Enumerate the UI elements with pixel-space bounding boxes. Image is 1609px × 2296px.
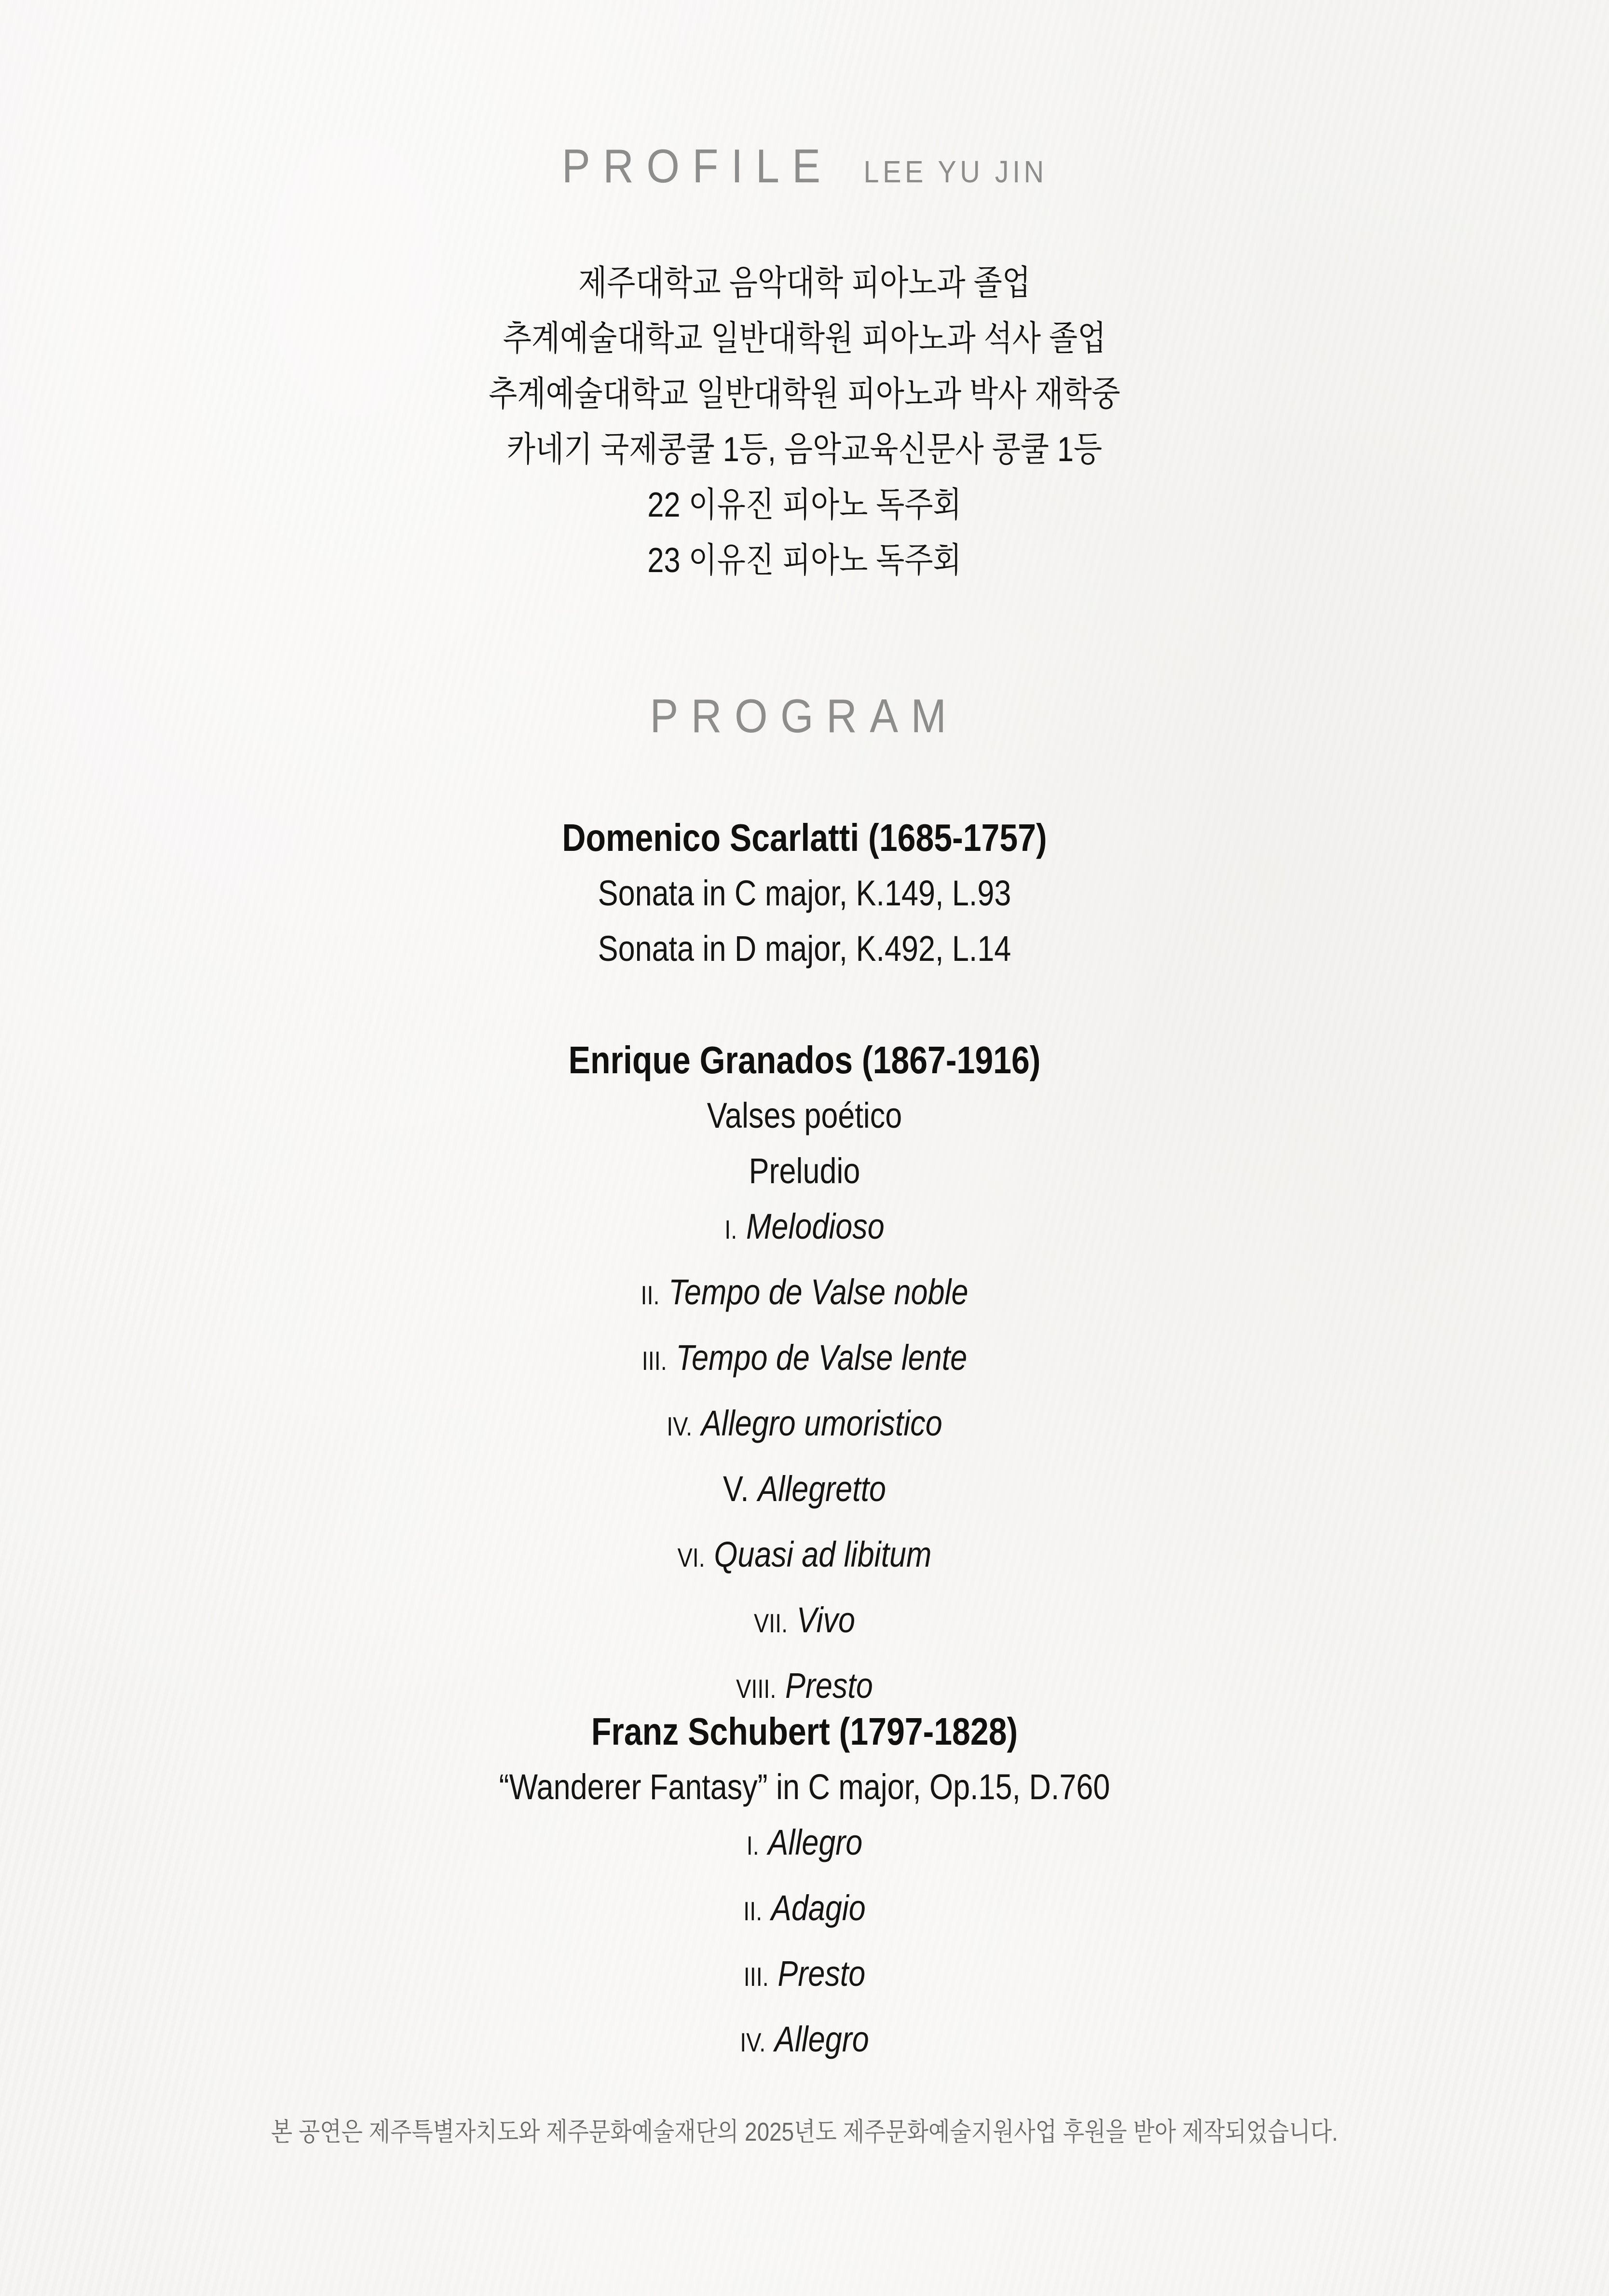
program-section-schubert xyxy=(0,1704,1609,2077)
movement-name: Allegro xyxy=(774,2019,869,2059)
movement-numeral: VII. xyxy=(753,1608,788,1638)
movement-name: Adagio xyxy=(771,1888,866,1928)
movement-numeral: II. xyxy=(743,1896,763,1926)
movement-line xyxy=(121,1199,1488,1264)
movement-name: Tempo de Valse noble xyxy=(668,1272,968,1312)
piece-title: “Wanderer Fantasy” in C major, Op.15, D.760 xyxy=(499,1767,1110,1807)
movement-name: Presto xyxy=(785,1666,873,1706)
bio-line-2: 추계예술대학교 일반대학원 피아노과 석사 졸업 xyxy=(503,319,1106,358)
movement-numeral: V. xyxy=(723,1469,749,1509)
movement-name: Vivo xyxy=(796,1600,856,1640)
profile-header-inner xyxy=(562,139,1048,193)
movement-numeral: IV. xyxy=(740,2027,766,2057)
movement-line xyxy=(121,1461,1488,1527)
piece-title: Sonata in D major, K.492, L.14 xyxy=(598,929,1011,969)
movement-line xyxy=(121,1880,1488,1946)
profile-header xyxy=(0,139,1609,193)
movement-numeral: II. xyxy=(641,1280,660,1310)
movement-line xyxy=(121,1330,1488,1395)
movement-name: Quasi ad libitum xyxy=(714,1534,932,1574)
movement-name: Melodioso xyxy=(746,1206,885,1246)
piece-title: Sonata in C major, K.149, L.93 xyxy=(598,873,1011,913)
movement-numeral: III. xyxy=(641,1346,667,1376)
profile-title: PROFILE xyxy=(561,139,833,192)
profile-bio xyxy=(0,256,1609,588)
movement-name: Allegro umoristico xyxy=(701,1403,942,1443)
composer-name: Enrique Granados (1867-1916) xyxy=(568,1039,1041,1081)
movement-line xyxy=(121,2011,1488,2077)
movement-line xyxy=(121,1527,1488,1592)
bio-line-3: 추계예술대학교 일반대학원 피아노과 박사 재학중 xyxy=(489,375,1120,413)
movement-numeral: I. xyxy=(746,1831,759,1860)
movement-line xyxy=(121,1815,1488,1880)
movement-line xyxy=(121,1395,1488,1461)
bio-line-6: 23 이유진 피아노 독주회 xyxy=(647,541,962,580)
movement-line xyxy=(121,1592,1488,1658)
program-title: PROGRAM xyxy=(650,689,959,742)
bio-line-4: 카네기 국제콩쿨 1등, 음악교육신문사 콩쿨 1등 xyxy=(506,430,1103,469)
movement-numeral: VI. xyxy=(677,1543,705,1572)
bio-line-1: 제주대학교 음악대학 피아노과 졸업 xyxy=(578,264,1031,302)
movement-name: Presto xyxy=(777,1954,866,1994)
movement-numeral: III. xyxy=(743,1962,769,1992)
movement-line xyxy=(121,1946,1488,2011)
bio-line-5: 22 이유진 피아노 독주회 xyxy=(647,486,962,524)
movement-numeral: I. xyxy=(724,1215,737,1244)
composer-name: Franz Schubert (1797-1828) xyxy=(591,1710,1018,1753)
piece-title: Preludio xyxy=(749,1151,860,1191)
performer-name: LEE YU JIN xyxy=(863,154,1048,189)
movement-numeral: VIII. xyxy=(736,1674,777,1704)
program-section-scarlatti xyxy=(0,810,1609,976)
piece-title: Valses poético xyxy=(707,1095,902,1135)
movement-line xyxy=(121,1264,1488,1330)
movement-numeral: IV. xyxy=(667,1411,693,1441)
sponsorship-note xyxy=(0,2115,1609,2149)
movement-name: Allegro xyxy=(768,1822,863,1862)
sponsorship-text: 본 공연은 제주특별자치도와 제주문화예술재단의 2025년도 제주문화예술지원사업 후원을 받아 제작되었습니다. xyxy=(271,2118,1338,2146)
composer-name: Domenico Scarlatti (1685-1757) xyxy=(562,816,1047,859)
movement-name: Tempo de Valse lente xyxy=(676,1338,968,1378)
program-section-granados xyxy=(0,1032,1609,1723)
movement-name: Allegretto xyxy=(758,1469,886,1509)
